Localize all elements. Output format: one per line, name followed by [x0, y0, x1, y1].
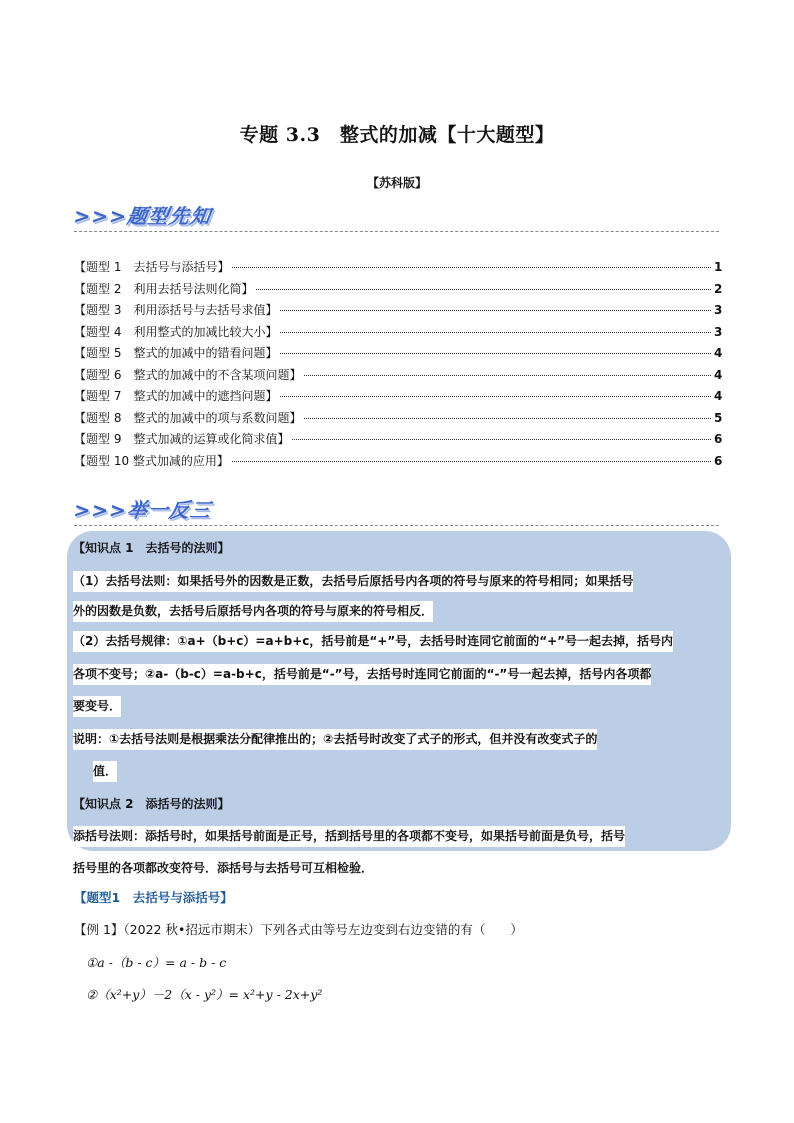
toc-label: 【题型 4 利用整式的加减比较大小】 [74, 324, 278, 339]
toc-item[interactable] [74, 344, 722, 366]
knowledge-1-title: 【知识点 1 去括号的法则】 [73, 541, 230, 555]
toc-page: 3 [714, 324, 723, 339]
toc-label: 【题型 8 整式的加减中的项与系数问题】 [74, 410, 302, 425]
toc-leader [304, 418, 711, 419]
knowledge-2-title: 【知识点 2 添括号的法则】 [73, 797, 230, 811]
toc-item[interactable] [74, 366, 722, 388]
toc-item[interactable] [74, 409, 722, 431]
toc-page: 6 [714, 453, 723, 468]
knowledge-1-line: 要变号． [73, 696, 121, 717]
toc-leader [280, 332, 711, 333]
question-type-heading: 【题型1 去括号与添括号】 [74, 890, 233, 905]
toc-leader [280, 310, 711, 311]
toc-item[interactable] [74, 323, 722, 345]
toc-label: 【题型 1 去括号与添括号】 [74, 260, 230, 274]
knowledge-1-line: 各项不变号；②a-（b-c）=a-b+c，括号前是“-”号，去括号时连同它前面的“-”号一起去掉，括号内各项都 [73, 664, 651, 685]
toc-page: 4 [714, 367, 723, 382]
example-question: 【例 1】（2022 秋•招远市期末）下列各式由等号左边变到右边变错的有（ ） [74, 922, 523, 937]
section-banner: >>>题型先知 [72, 204, 213, 228]
toc-label: 【题型 3 利用添括号与去括号求值】 [74, 303, 278, 317]
toc-page: 3 [714, 303, 723, 317]
knowledge-1-line: 值． [93, 761, 117, 782]
knowledge-1-line: （2）去括号规律：①a+（b+c）=a+b+c，括号前是“+”号，去括号时连同它前面的“+”号一起去掉，括号内 [73, 631, 673, 652]
toc-label: 【题型 7 整式的加减中的遮挡问题】 [74, 389, 278, 403]
knowledge-2-line: 添括号法则：添括号时，如果括号前面是正号，括到括号里的各项都不变号，如果括号前面是负号，括号 [73, 826, 625, 847]
page-title: 专题 3.3 整式的加减【十大题型】 [239, 124, 555, 146]
toc-page: 6 [714, 432, 723, 446]
toc-item[interactable] [74, 430, 722, 452]
toc-leader [232, 267, 711, 268]
section-header-preview [74, 200, 719, 234]
toc-item[interactable] [74, 301, 722, 323]
toc-page: 4 [714, 389, 723, 403]
toc-item[interactable] [74, 387, 722, 409]
option-item: ②（x²+y）－2（x - y²）= x²+y - 2x+y² [86, 987, 323, 1002]
edition-label: 【苏科版】 [366, 176, 427, 190]
knowledge-1-line: 外的因数是负数，去括号后原括号内各项的符号与原来的符号相反． [73, 601, 433, 622]
toc-leader [280, 353, 711, 354]
toc-leader [232, 461, 711, 462]
toc-label: 【题型 2 利用去括号法则化简】 [74, 281, 254, 296]
section-banner: >>>举一反三 [72, 498, 213, 522]
toc-item[interactable] [74, 452, 722, 474]
toc-label: 【题型 5 整式的加减中的错看问题】 [74, 346, 278, 360]
section-header-practice [74, 494, 719, 528]
knowledge-1-line: （1）去括号法则：如果括号外的因数是正数，去括号后原括号内各项的符号与原来的符号相同；如果括号 [73, 571, 633, 592]
toc-label: 【题型 6 整式的加减中的不含某项问题】 [74, 367, 302, 382]
knowledge-2-line: 括号里的各项都改变符号．添括号与去括号可互相检验． [73, 861, 374, 875]
toc-leader [280, 396, 711, 397]
knowledge-1-line: 说明：①去括号法则是根据乘法分配律推出的；②去括号时改变了式子的形式，但并没有改变式子的 [73, 729, 597, 750]
toc-page: 1 [714, 260, 723, 274]
toc-leader [256, 289, 711, 290]
toc-label: 【题型 9 整式加减的运算或化简求值】 [74, 432, 290, 446]
toc-leader [292, 439, 711, 440]
toc-label: 【题型 10 整式加减的应用】 [74, 453, 229, 468]
option-item: ①a -（b - c）= a - b - c [86, 955, 227, 970]
toc-leader [304, 375, 711, 376]
section-divider [74, 231, 719, 232]
toc-page: 5 [714, 410, 723, 425]
section-divider [74, 525, 719, 526]
table-of-contents [74, 258, 722, 473]
toc-page: 4 [714, 346, 723, 360]
toc-item[interactable] [74, 258, 722, 280]
toc-item[interactable] [74, 280, 722, 302]
toc-page: 2 [714, 281, 723, 296]
